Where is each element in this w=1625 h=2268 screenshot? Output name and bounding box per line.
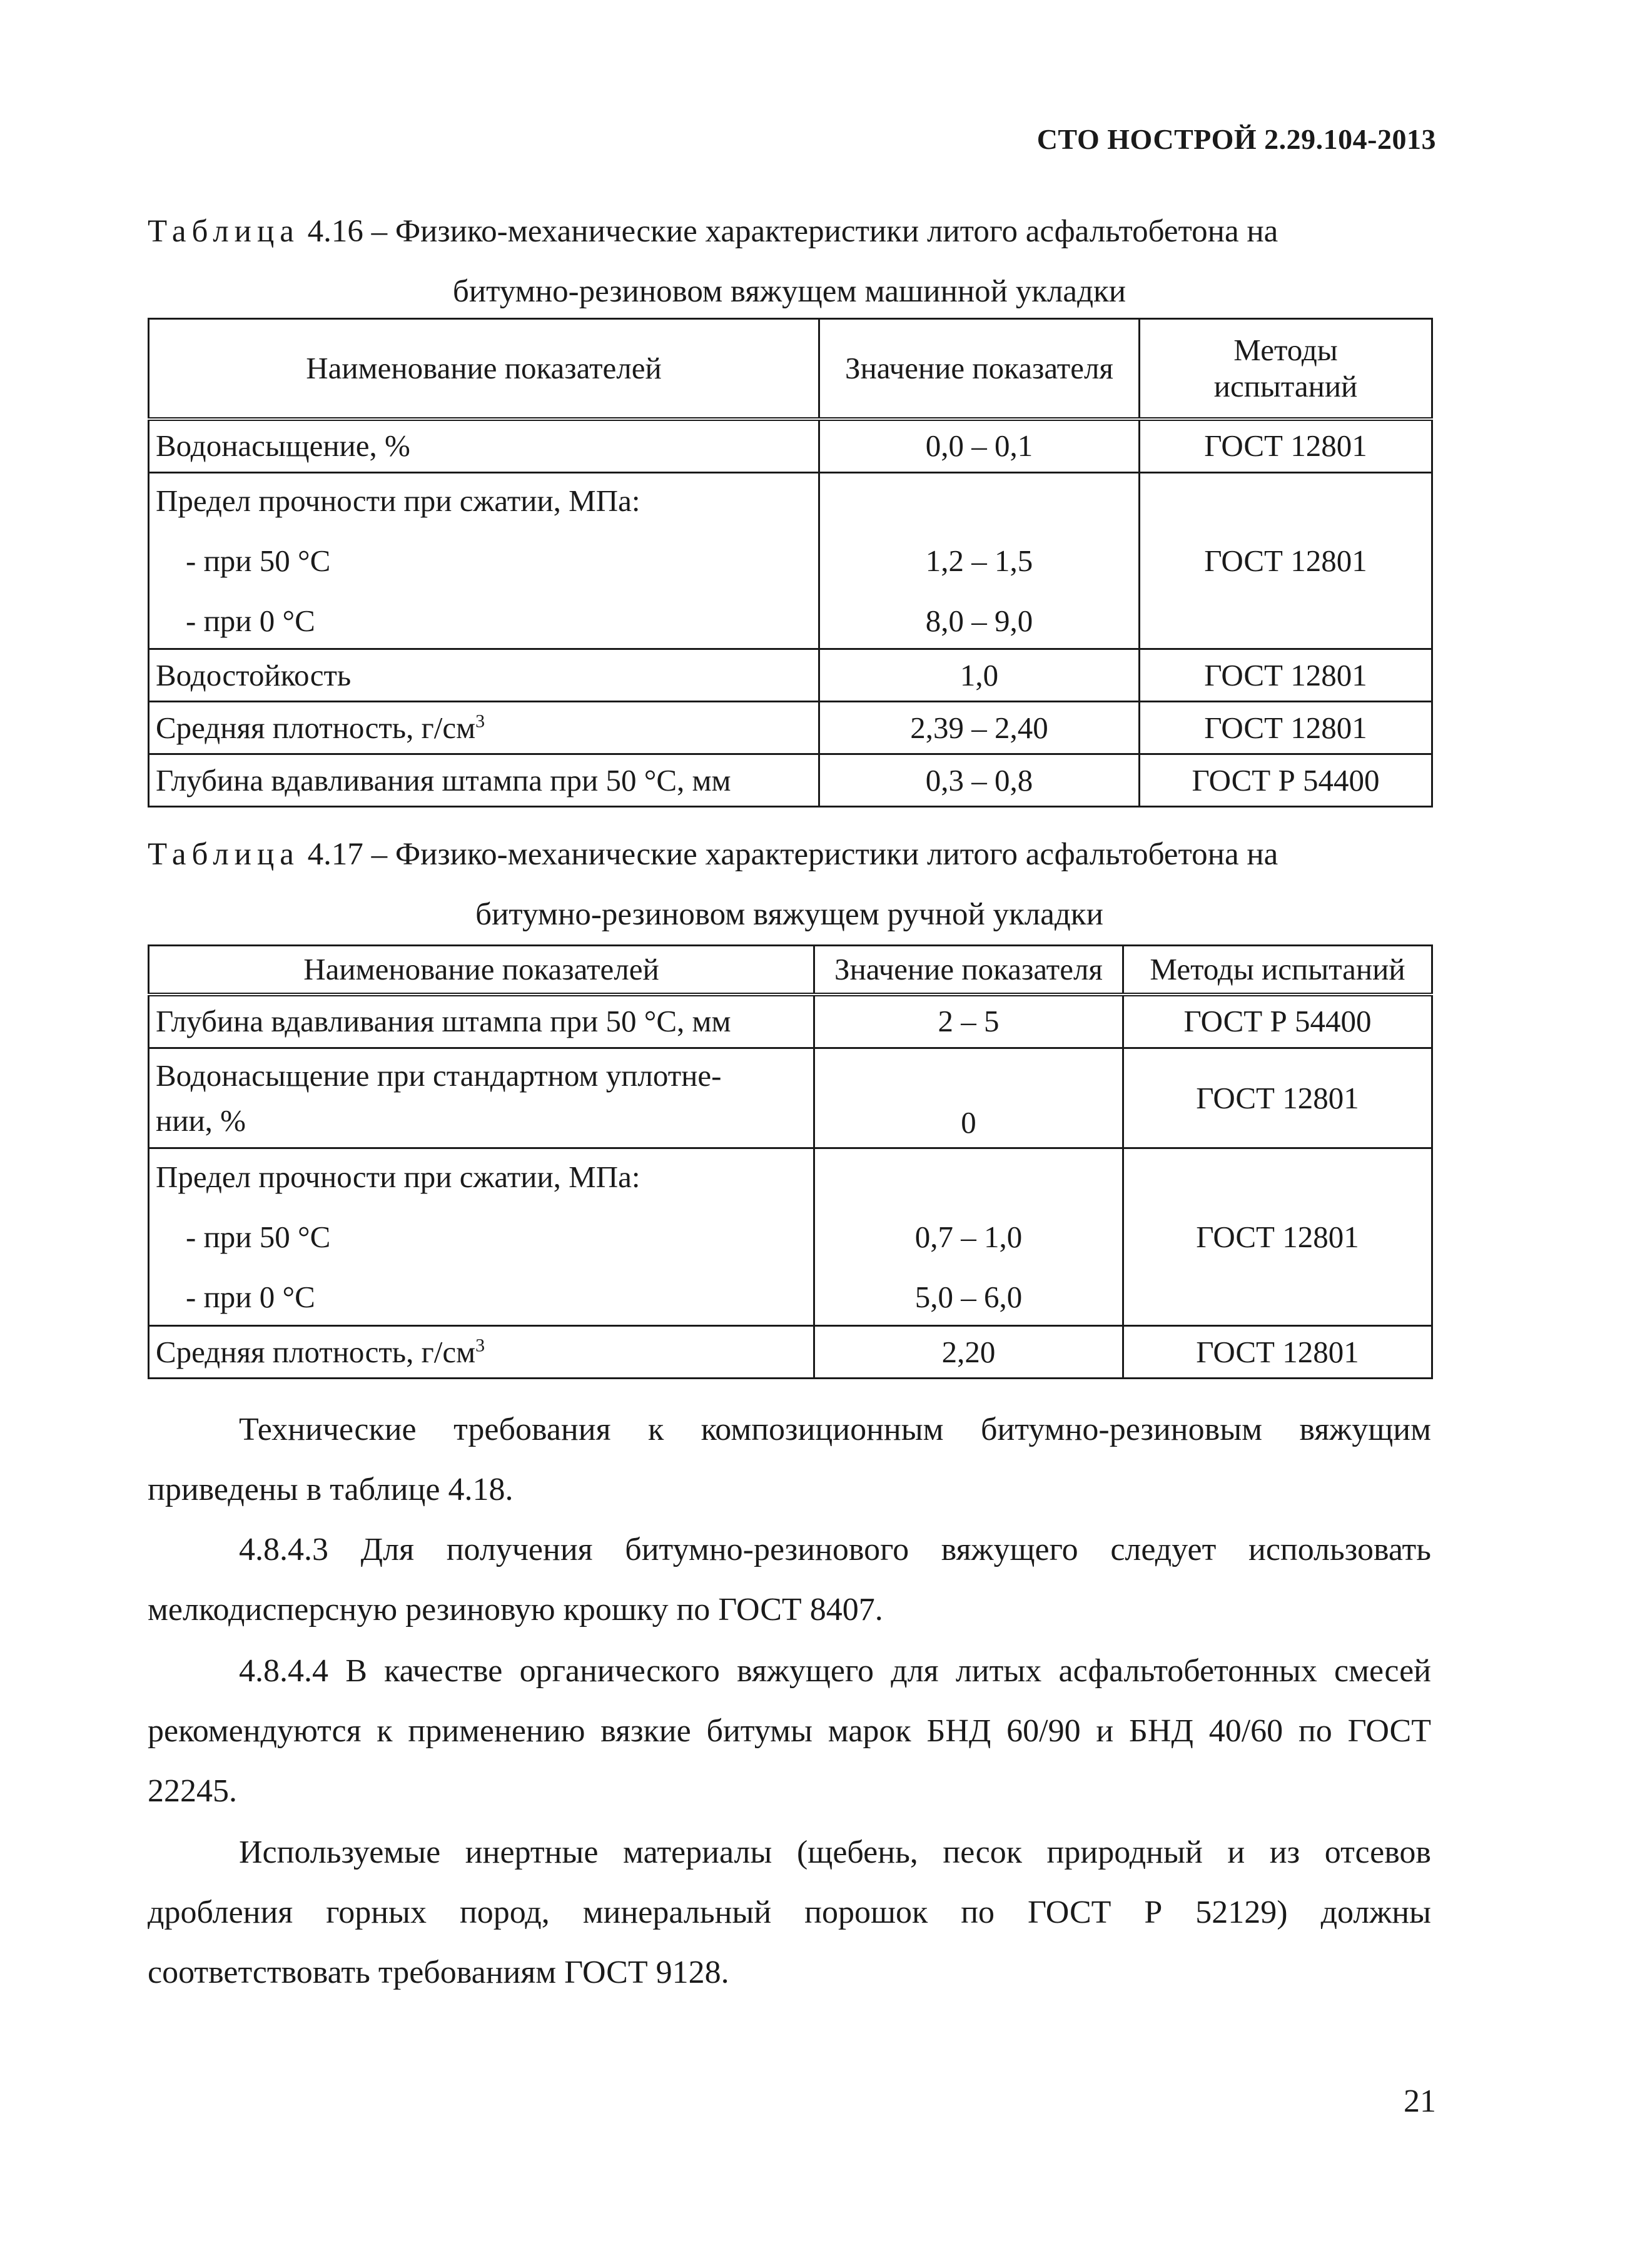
table2 xyxy=(148,944,1433,1379)
table-row xyxy=(149,1148,1432,1326)
table-row xyxy=(149,702,1432,754)
table1-caption xyxy=(148,201,1431,321)
row-value: 2 – 5 xyxy=(814,995,1123,1048)
row-method: ГОСТ Р 54400 xyxy=(1140,754,1432,807)
paragraph-3: 4.8.4.4 В качестве органического вяжущего для литых асфальтобетонных смесей рекомендуются к применению вязкие битумы марок БНД 60/90 и БНД 40/60 по ГОСТ 22245. xyxy=(148,1653,1431,1809)
paragraph-2: 4.8.4.3 Для получения битумно-резинового вяжущего следует использовать мелкодисперсную резиновую крошку по ГОСТ 8407. xyxy=(148,1532,1431,1628)
row-value-blank xyxy=(826,483,1132,519)
paragraph-1: Технические требования к композиционным битумно-резиновым вяжущим приведены в таблице 4.18. xyxy=(148,1412,1431,1507)
row-method: ГОСТ 12801 xyxy=(1123,1326,1432,1379)
table2-caption xyxy=(148,824,1431,944)
row-name-sub1: - при 50 °С xyxy=(186,1219,331,1254)
table-row xyxy=(149,419,1432,473)
table1-caption-line1 xyxy=(148,201,1431,261)
row-value: 0,3 – 0,8 xyxy=(819,754,1140,807)
row-value: 2,39 – 2,40 xyxy=(819,702,1140,754)
row-name-text: Средняя плотность, г/см xyxy=(156,710,476,745)
row-value-sub1: 0,7 – 1,0 xyxy=(914,1219,1023,1254)
table2-caption-word: Таблица xyxy=(148,837,300,872)
row-name: Глубина вдавливания штампа при 50 °С, мм xyxy=(149,995,814,1048)
table1-caption-line2: битумно-резиновом вяжущем машинной укладки xyxy=(452,274,1126,309)
row-name-line1: Водонасыщение при стандартном уплотне- xyxy=(156,1058,722,1093)
table2-caption-rest: 4.17 – Физико-механические характеристики литого асфальтобетона на xyxy=(299,837,1278,872)
table-row xyxy=(149,754,1432,807)
row-method: ГОСТ 12801 xyxy=(1123,1048,1432,1148)
row-name-line2: нии, % xyxy=(156,1103,246,1138)
row-method: ГОСТ 12801 xyxy=(1123,1148,1432,1326)
table1-caption-word: Таблица xyxy=(148,214,300,249)
row-name: Водонасыщение, % xyxy=(149,419,819,473)
paragraph-4: Используемые инертные материалы (щебень, песок природный и из отсевов дробления горных пород, минеральный порошок по ГОСТ Р 52129) должны соответствовать требованиям ГОСТ 9128. xyxy=(148,1835,1431,1990)
row-name xyxy=(149,1048,814,1148)
table2-header-name: Наименование показателей xyxy=(149,946,814,995)
table2-header-value: Значение показателя xyxy=(814,946,1123,995)
row-name-main: Предел прочности при сжатии, МПа: xyxy=(156,1159,640,1194)
table-row xyxy=(149,1048,1432,1148)
row-value: 1,0 xyxy=(819,649,1140,702)
table1-header-row xyxy=(149,319,1432,419)
row-value: 0,0 – 0,1 xyxy=(819,419,1140,473)
table-row xyxy=(149,473,1432,649)
row-name: Водостойкость xyxy=(149,649,819,702)
table1-header-name: Наименование показателей xyxy=(149,319,819,419)
table2-caption-line2: битумно-резиновом вяжущем ручной укладки xyxy=(475,897,1103,932)
row-value xyxy=(819,473,1140,649)
row-value-sub2: 8,0 – 9,0 xyxy=(925,603,1033,638)
row-method: ГОСТ 12801 xyxy=(1140,473,1432,649)
page-number: 21 xyxy=(1404,2083,1436,2119)
table1-header-value: Значение показателя xyxy=(819,319,1140,419)
document-header: СТО НОСТРОЙ 2.29.104-2013 xyxy=(1036,123,1436,155)
row-name-sub1: - при 50 °С xyxy=(186,543,331,578)
row-name-sub2: - при 0 °С xyxy=(186,1279,315,1314)
row-method: ГОСТ 12801 xyxy=(1140,649,1432,702)
row-value-sub1: 1,2 – 1,5 xyxy=(925,543,1033,578)
table2-header-row xyxy=(149,946,1432,995)
row-value-blank xyxy=(821,1159,1116,1195)
row-name: Глубина вдавливания штампа при 50 °С, мм xyxy=(149,754,819,807)
row-name-main: Предел прочности при сжатии, МПа: xyxy=(156,483,640,518)
row-name xyxy=(149,702,819,754)
row-value xyxy=(814,1048,1123,1148)
row-name xyxy=(149,1148,814,1326)
row-name xyxy=(149,1326,814,1379)
table1 xyxy=(148,318,1433,807)
row-value xyxy=(814,1148,1123,1326)
row-value-sub2: 5,0 – 6,0 xyxy=(914,1279,1023,1314)
row-method: ГОСТ 12801 xyxy=(1140,702,1432,754)
row-value: 2,20 xyxy=(814,1326,1123,1379)
row-value-text: 0 xyxy=(961,1105,976,1140)
table2-header-method: Методы испытаний xyxy=(1123,946,1432,995)
table1-caption-rest: 4.16 – Физико-механические характеристики литого асфальтобетона на xyxy=(299,214,1278,249)
row-method: ГОСТ Р 54400 xyxy=(1123,995,1432,1048)
table1-header-method: Методы испытаний xyxy=(1140,319,1432,419)
row-name xyxy=(149,473,819,649)
row-name-text: Средняя плотность, г/см xyxy=(156,1334,476,1369)
table-row xyxy=(149,1326,1432,1379)
row-name-sup: 3 xyxy=(475,711,485,732)
table-row xyxy=(149,649,1432,702)
table-row xyxy=(149,995,1432,1048)
row-method: ГОСТ 12801 xyxy=(1140,419,1432,473)
row-name-sup: 3 xyxy=(475,1335,485,1356)
table2-caption-line1 xyxy=(148,824,1431,884)
row-name-sub2: - при 0 °С xyxy=(186,603,315,638)
